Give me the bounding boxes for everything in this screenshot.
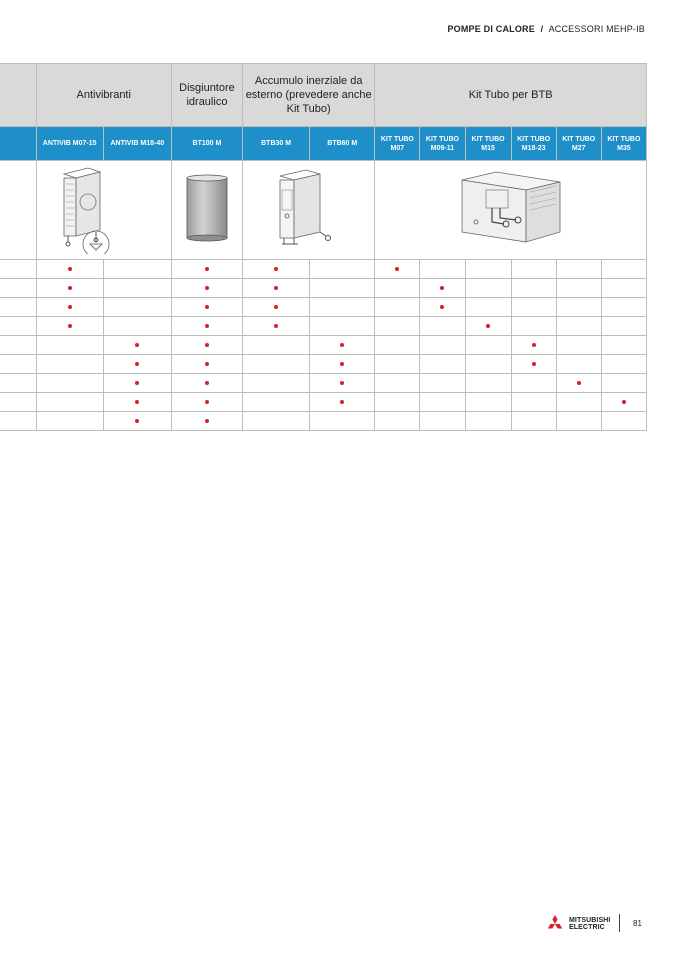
compat-cell xyxy=(243,317,310,336)
compat-cell xyxy=(420,260,465,279)
code-header-row xyxy=(0,127,647,161)
compat-cell xyxy=(310,336,375,355)
compat-cell xyxy=(465,279,511,298)
compatibility-dot-icon xyxy=(532,343,536,347)
compat-cell xyxy=(310,317,375,336)
compat-cell xyxy=(36,374,103,393)
table-row xyxy=(0,317,647,336)
compat-cell xyxy=(171,336,242,355)
accessories-table xyxy=(0,63,647,431)
compat-cell xyxy=(601,317,646,336)
compat-cell xyxy=(420,317,465,336)
buffer-tank-image xyxy=(243,161,375,260)
brand-name xyxy=(569,917,610,931)
group-kit-tubo: Kit Tubo per BTB xyxy=(375,64,647,127)
page-number: 81 xyxy=(633,919,642,928)
left-stub-cell xyxy=(0,127,36,161)
compat-cell xyxy=(171,412,242,431)
image-row xyxy=(0,161,647,260)
compat-cell xyxy=(511,260,556,279)
code-cell: KIT TUBO M35 xyxy=(601,127,646,161)
pipe-kit-image xyxy=(375,161,647,260)
group-antivibranti: Antivibranti xyxy=(36,64,171,127)
compatibility-dot-icon xyxy=(274,324,278,328)
page-header xyxy=(447,24,645,34)
compat-cell xyxy=(465,317,511,336)
compat-cell xyxy=(375,260,420,279)
table-row xyxy=(0,260,647,279)
compat-cell xyxy=(310,260,375,279)
table-row xyxy=(0,412,647,431)
compat-cell xyxy=(375,298,420,317)
compat-cell xyxy=(601,355,646,374)
compat-cell xyxy=(601,336,646,355)
compatibility-dot-icon xyxy=(68,305,72,309)
compat-cell xyxy=(171,355,242,374)
pipe-kit-illustration xyxy=(446,162,576,254)
compat-cell xyxy=(556,393,601,412)
compatibility-dot-icon xyxy=(205,362,209,366)
compat-cell xyxy=(420,412,465,431)
compat-cell xyxy=(103,412,171,431)
compat-cell xyxy=(310,298,375,317)
compat-cell xyxy=(420,355,465,374)
compatibility-dot-icon xyxy=(135,362,139,366)
compatibility-dot-icon xyxy=(135,343,139,347)
table-row xyxy=(0,336,647,355)
compat-cell xyxy=(601,412,646,431)
mitsubishi-electric-logo xyxy=(545,915,610,933)
code-cell: KIT TUBO M07 xyxy=(375,127,420,161)
compatibility-dot-icon xyxy=(205,381,209,385)
compat-cell xyxy=(420,279,465,298)
compat-cell xyxy=(511,355,556,374)
compat-cell xyxy=(36,260,103,279)
code-cell: KIT TUBO M18-23 xyxy=(511,127,556,161)
compat-cell xyxy=(103,279,171,298)
code-cell: KIT TUBO M27 xyxy=(556,127,601,161)
table-row xyxy=(0,279,647,298)
compat-cell xyxy=(465,412,511,431)
left-stub-cell xyxy=(0,317,36,336)
compat-cell xyxy=(310,355,375,374)
compatibility-dot-icon xyxy=(440,286,444,290)
code-cell: ANTIVIB M07-15 xyxy=(36,127,103,161)
compatibility-dot-icon xyxy=(135,381,139,385)
compat-cell xyxy=(310,393,375,412)
compat-cell xyxy=(511,374,556,393)
compatibility-dot-icon xyxy=(274,305,278,309)
compatibility-dot-icon xyxy=(486,324,490,328)
compat-cell xyxy=(511,298,556,317)
group-disgiuntore: Disgiuntore idraulico xyxy=(171,64,242,127)
compat-cell xyxy=(420,393,465,412)
compat-cell xyxy=(511,317,556,336)
compat-cell xyxy=(375,279,420,298)
compat-cell xyxy=(36,279,103,298)
compatibility-dot-icon xyxy=(205,343,209,347)
compat-cell xyxy=(310,374,375,393)
compat-cell xyxy=(103,393,171,412)
buffer-tank-unit-illustration xyxy=(254,162,364,254)
left-stub-cell xyxy=(0,161,36,260)
code-cell: KIT TUBO M15 xyxy=(465,127,511,161)
compat-cell xyxy=(556,260,601,279)
compatibility-dot-icon xyxy=(68,286,72,290)
compat-cell xyxy=(243,260,310,279)
compat-cell xyxy=(375,374,420,393)
compat-cell xyxy=(420,336,465,355)
compat-cell xyxy=(103,260,171,279)
compatibility-dot-icon xyxy=(340,400,344,404)
compatibility-dot-icon xyxy=(622,400,626,404)
header-separator: / xyxy=(540,24,544,34)
compatibility-dot-icon xyxy=(205,286,209,290)
code-cell: BTB60 M xyxy=(310,127,375,161)
compat-cell xyxy=(556,412,601,431)
compatibility-dot-icon xyxy=(340,343,344,347)
compat-cell xyxy=(310,412,375,431)
brand-line-2: ELECTRIC xyxy=(569,924,605,931)
compat-cell xyxy=(103,355,171,374)
compat-cell xyxy=(375,355,420,374)
compat-cell xyxy=(601,393,646,412)
compat-cell xyxy=(556,355,601,374)
compat-cell xyxy=(601,260,646,279)
code-cell: BT100 M xyxy=(171,127,242,161)
compat-cell xyxy=(36,355,103,374)
antivibrating-mounts-image xyxy=(36,161,171,260)
compat-cell xyxy=(556,374,601,393)
compatibility-dot-icon xyxy=(205,267,209,271)
compat-cell xyxy=(556,279,601,298)
compat-cell xyxy=(511,393,556,412)
compat-cell xyxy=(420,298,465,317)
compat-cell xyxy=(243,374,310,393)
compat-cell xyxy=(556,298,601,317)
hydraulic-separator-image xyxy=(171,161,242,260)
table-row xyxy=(0,393,647,412)
compat-cell xyxy=(465,393,511,412)
header-category: POMPE DI CALORE xyxy=(447,24,535,34)
compat-cell xyxy=(171,317,242,336)
compat-cell xyxy=(465,374,511,393)
compat-cell xyxy=(103,298,171,317)
header-section: ACCESSORI MEHP-IB xyxy=(548,24,645,34)
compatibility-dot-icon xyxy=(274,286,278,290)
compat-cell xyxy=(36,317,103,336)
compatibility-dot-icon xyxy=(340,362,344,366)
left-stub-cell xyxy=(0,64,36,127)
compat-cell xyxy=(243,336,310,355)
compatibility-dot-icon xyxy=(340,381,344,385)
compat-cell xyxy=(465,355,511,374)
left-stub-cell xyxy=(0,279,36,298)
compat-cell xyxy=(171,298,242,317)
compat-cell xyxy=(511,412,556,431)
compat-cell xyxy=(171,260,242,279)
compat-cell xyxy=(171,393,242,412)
compatibility-dot-icon xyxy=(205,324,209,328)
antivibrating-mounts-illustration xyxy=(44,162,164,254)
compat-cell xyxy=(36,412,103,431)
compat-cell xyxy=(465,298,511,317)
compatibility-dot-icon xyxy=(577,381,581,385)
compatibility-dot-icon xyxy=(440,305,444,309)
left-stub-cell xyxy=(0,260,36,279)
compat-cell xyxy=(243,279,310,298)
compat-cell xyxy=(511,336,556,355)
compat-cell xyxy=(103,336,171,355)
compatibility-rows xyxy=(0,260,647,431)
compat-cell xyxy=(243,393,310,412)
compatibility-dot-icon xyxy=(135,419,139,423)
compat-cell xyxy=(171,279,242,298)
left-stub-cell xyxy=(0,374,36,393)
compatibility-dot-icon xyxy=(205,400,209,404)
compatibility-dot-icon xyxy=(205,419,209,423)
compatibility-dot-icon xyxy=(205,305,209,309)
compat-cell xyxy=(103,317,171,336)
code-cell: ANTIVIB M18-40 xyxy=(103,127,171,161)
group-accumulo: Accumulo inerziale da esterno (prevedere anche Kit Tubo) xyxy=(243,64,375,127)
compat-cell xyxy=(511,279,556,298)
compat-cell xyxy=(243,412,310,431)
compat-cell xyxy=(601,279,646,298)
left-stub-cell xyxy=(0,355,36,374)
compat-cell xyxy=(36,336,103,355)
compatibility-dot-icon xyxy=(68,267,72,271)
compat-cell xyxy=(36,393,103,412)
code-cell: BTB30 M xyxy=(243,127,310,161)
left-stub-cell xyxy=(0,412,36,431)
left-stub-cell xyxy=(0,298,36,317)
compat-cell xyxy=(310,279,375,298)
compat-cell xyxy=(375,317,420,336)
compat-cell xyxy=(556,336,601,355)
compat-cell xyxy=(375,393,420,412)
compatibility-dot-icon xyxy=(274,267,278,271)
compat-cell xyxy=(601,298,646,317)
compat-cell xyxy=(601,374,646,393)
compat-cell xyxy=(375,412,420,431)
compat-cell xyxy=(465,260,511,279)
footer-divider xyxy=(619,914,620,932)
brand-line-1: MITSUBISHI xyxy=(569,917,611,924)
compatibility-dot-icon xyxy=(135,400,139,404)
left-stub-cell xyxy=(0,336,36,355)
compat-cell xyxy=(420,374,465,393)
compat-cell xyxy=(103,374,171,393)
compat-cell xyxy=(465,336,511,355)
hydraulic-separator-cylinder-illustration xyxy=(179,173,235,243)
compatibility-dot-icon xyxy=(532,362,536,366)
table-row xyxy=(0,374,647,393)
table-row xyxy=(0,298,647,317)
compat-cell xyxy=(243,298,310,317)
compat-cell xyxy=(171,374,242,393)
group-header-row xyxy=(0,64,647,127)
three-diamonds-logo-icon xyxy=(545,915,565,933)
compatibility-dot-icon xyxy=(68,324,72,328)
compat-cell xyxy=(36,298,103,317)
compat-cell xyxy=(243,355,310,374)
code-cell: KIT TUBO M09-11 xyxy=(420,127,465,161)
left-stub-cell xyxy=(0,393,36,412)
table-row xyxy=(0,355,647,374)
compat-cell xyxy=(556,317,601,336)
compat-cell xyxy=(375,336,420,355)
compatibility-dot-icon xyxy=(395,267,399,271)
